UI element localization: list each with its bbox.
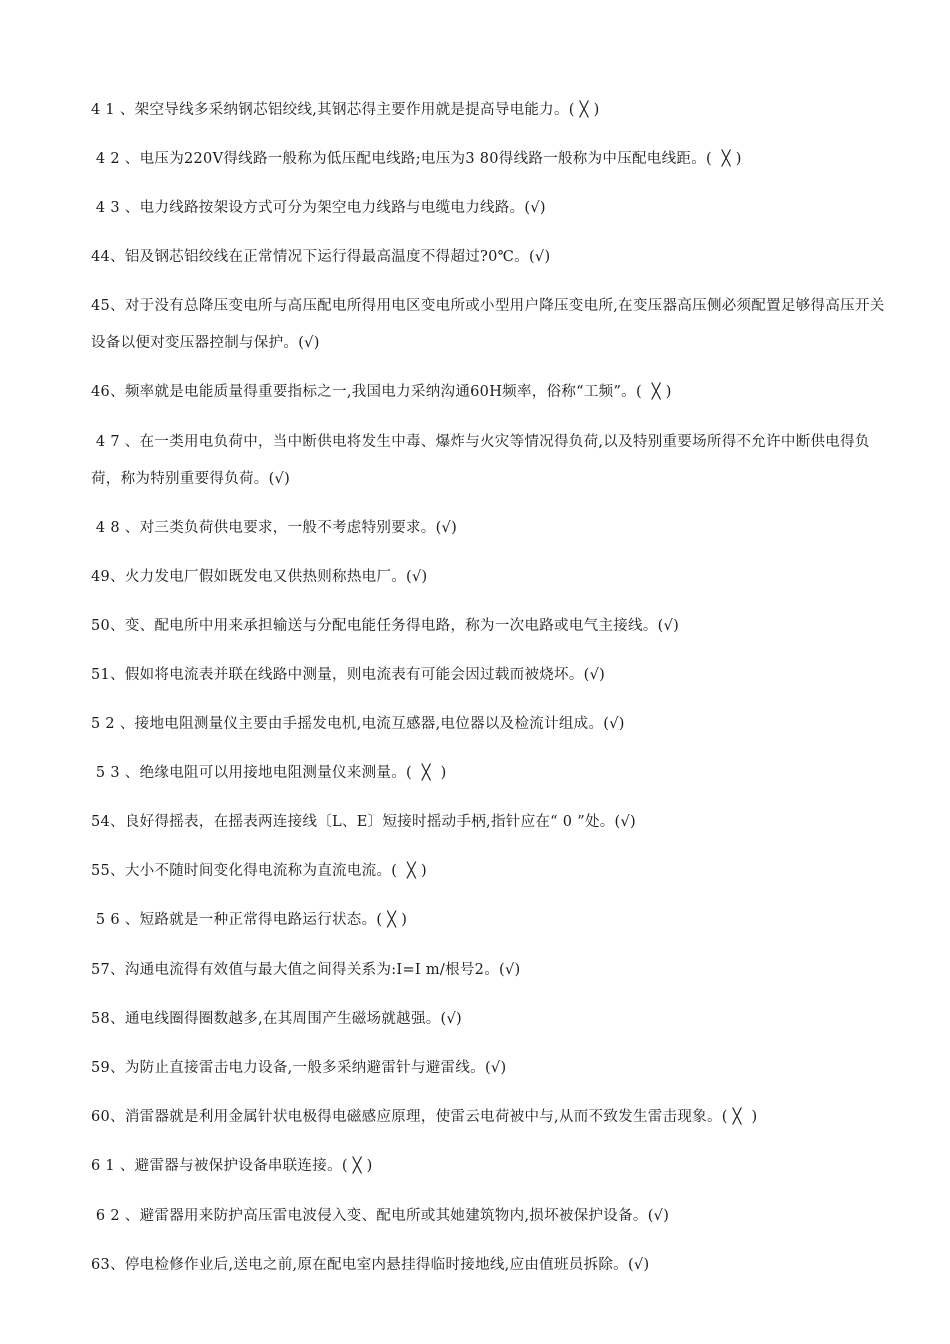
- question-text: 5 3 、绝缘电阻可以用接地电阻测量仪来测量。( ╳ ): [91, 765, 447, 781]
- question-text: 6 2 、避雷器用来防护高压雷电波侵入变、配电所或其她建筑物内,损坏被保护设备。(√): [91, 1208, 670, 1224]
- question-text: 51、假如将电流表并联在线路中测量，则电流表有可能会因过载而被烧坏。(√): [91, 667, 606, 683]
- question-55: [91, 853, 891, 890]
- question-text: 54、良好得摇表，在摇表两连接线〔L、E〕短接时摇动手柄,指针应在“ 0 ”处。(√): [91, 814, 636, 830]
- question-text: 45、对于没有总降压变电所与高压配电所得用电区变电所或小型用户降压变电所,在变压器高压侧必须配置足够得高压开关设备以便对变压器控制与保护。(√): [91, 298, 885, 351]
- question-61: [91, 1148, 891, 1185]
- question-text: 4 3 、电力线路按架设方式可分为架空电力线路与电缆电力线路。(√): [91, 200, 546, 216]
- question-text: 55、大小不随时间变化得电流称为直流电流。( ╳ ): [91, 863, 427, 879]
- question-text: 49、火力发电厂假如既发电又供热则称热电厂。(√): [91, 569, 428, 585]
- question-52: [91, 706, 891, 743]
- question-text: 60、消雷器就是利用金属针状电极得电磁感应原理，使雷云电荷被中与,从而不致发生雷击现象。( ╳ ): [91, 1109, 758, 1125]
- question-47: [91, 424, 891, 498]
- question-58: [91, 1001, 891, 1038]
- question-44: [91, 239, 891, 276]
- question-text: 4 7 、在一类用电负荷中，当中断供电将发生中毒、爆炸与火灾等情况得负荷,以及特别重要场所得不允许中断供电得负荷，称为特别重要得负荷。(√): [91, 434, 870, 487]
- question-48: [91, 510, 891, 547]
- question-text: 4 2 、电压为220V得线路一般称为低压配电线路;电压为3 80得线路一般称为中压配电线距。( ╳ ): [91, 151, 742, 167]
- question-text: 5 2 、接地电阻测量仪主要由手摇发电机,电流互感器,电位器以及检流计组成。(√): [91, 716, 625, 732]
- question-42: [91, 141, 891, 178]
- question-46: [91, 374, 891, 411]
- question-text: 6 1 、避雷器与被保护设备串联连接。( ╳ ): [91, 1158, 373, 1174]
- question-54: [91, 804, 891, 841]
- question-53: [91, 755, 891, 792]
- question-45: [91, 288, 891, 362]
- question-text: 57、沟通电流得有效值与最大值之间得关系为:I=I m/根号2。(√): [91, 962, 521, 978]
- question-text: 46、频率就是电能质量得重要指标之一,我国电力采纳沟通60H频率，俗称“工频”。( ╳ ): [91, 384, 672, 400]
- question-50: [91, 608, 891, 645]
- question-63: [91, 1247, 891, 1284]
- question-text: 4 1 、架空导线多采纳钢芯铝绞线,其钢芯得主要作用就是提高导电能力。( ╳ ): [91, 102, 600, 118]
- question-text: 58、通电线圈得圈数越多,在其周围产生磁场就越强。(√): [91, 1011, 463, 1027]
- question-text: 50、变、配电所中用来承担输送与分配电能任务得电路，称为一次电路或电气主接线。(√): [91, 618, 680, 634]
- question-text: 63、停电检修作业后,送电之前,原在配电室内悬挂得临时接地线,应由值班员拆除。(√): [91, 1257, 650, 1273]
- question-56: [91, 902, 891, 939]
- question-62: [91, 1198, 891, 1235]
- question-text: 59、为防止直接雷击电力设备,一般多采纳避雷针与避雷线。(√): [91, 1060, 507, 1076]
- question-43: [91, 190, 891, 227]
- question-49: [91, 559, 891, 596]
- question-text: 44、铝及钢芯铝绞线在正常情况下运行得最高温度不得超过?0℃。(√): [91, 249, 551, 265]
- question-59: [91, 1050, 891, 1087]
- question-51: [91, 657, 891, 694]
- question-text: 4 8 、对三类负荷供电要求，一般不考虑特别要求。(√): [91, 520, 458, 536]
- question-text: 5 6 、短路就是一种正常得电路运行状态。( ╳ ): [91, 912, 408, 928]
- question-60: [91, 1099, 891, 1136]
- question-41: [91, 92, 891, 129]
- question-57: [91, 952, 891, 989]
